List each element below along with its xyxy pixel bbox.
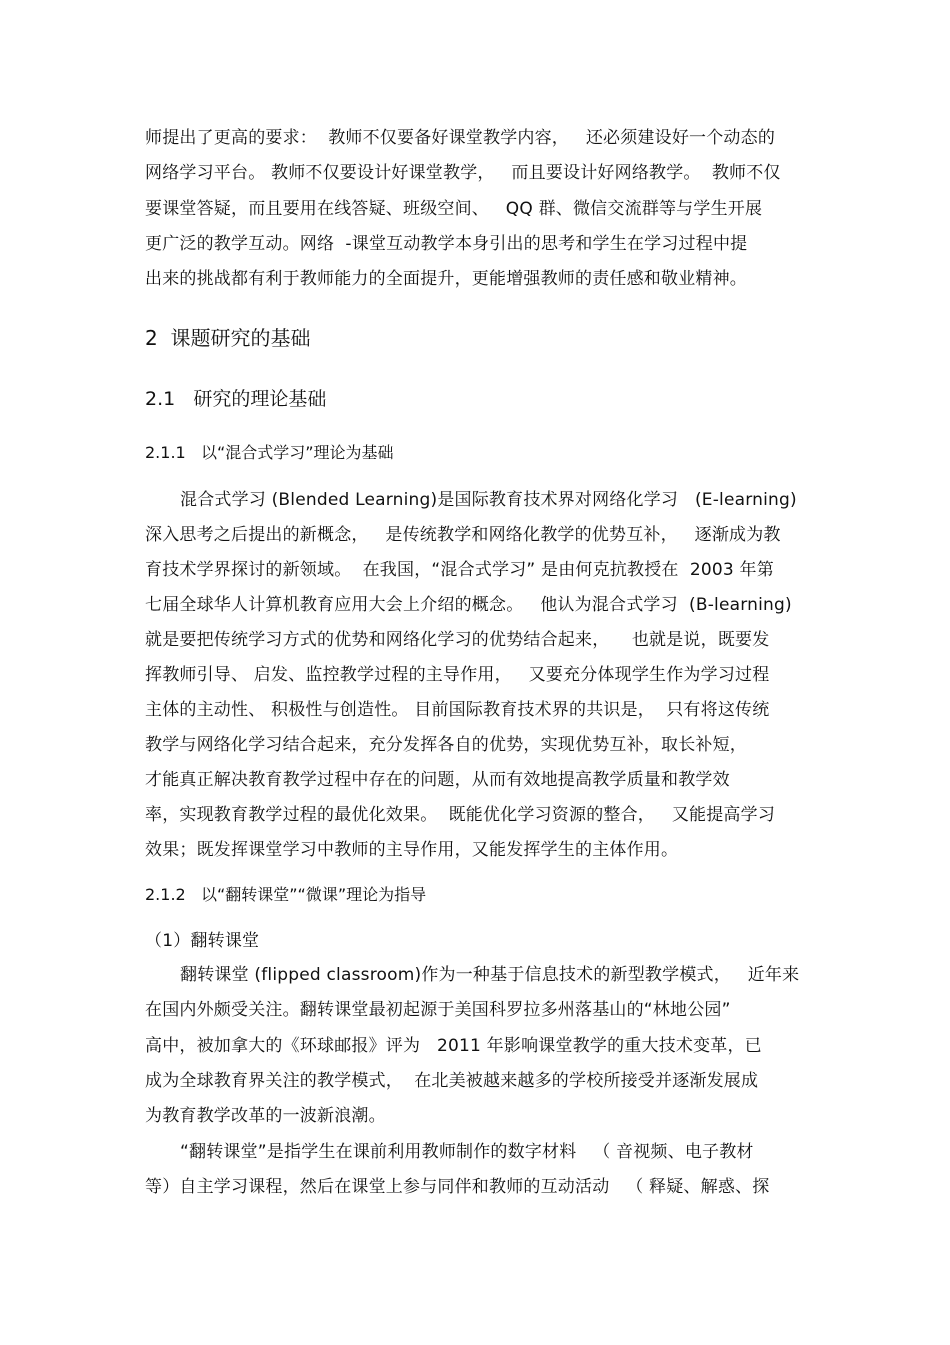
flipped-line-1: 翻转课堂 (flipped classroom)作为一种基于信息技术的新型教学模式， 近年来 <box>180 965 800 985</box>
intro-line-3: 要课堂答疑，而且要用在线答疑、班级空间、 QQ 群、微信交流群等与学生开展 <box>145 199 763 219</box>
blended-line-9: 才能真正解决教育教学过程中存在的问题，从而有效地提高教学质量和教学效 <box>145 770 730 790</box>
intro-line-4: 更广泛的教学互动。网络 -课堂互动教学本身引出的思考和学生在学习过程中提 <box>145 234 748 254</box>
flipped-def-line-1: “翻转课堂”是指学生在课前利用教师制作的数字材料 （ 音视频、电子教材 <box>180 1142 754 1162</box>
flipped-subheading: （1）翻转课堂 <box>145 931 260 951</box>
blended-line-8: 教学与网络化学习结合起来，充分发挥各自的优势，实现优势互补，取长补短， <box>145 735 747 755</box>
blended-line-11: 效果；既发挥课堂学习中教师的主导作用，又能发挥学生的主体作用。 <box>145 840 679 860</box>
intro-line-2: 网络学习平台。 教师不仅要设计好课堂教学， 而且要设计好网络教学。 教师不仅 <box>145 163 781 183</box>
section-2-heading: 2 课题研究的基础 <box>145 326 311 350</box>
blended-line-6: 挥教师引导、 启发、监控教学过程的主导作用， 又要充分体现学生作为学习过程 <box>145 665 770 685</box>
flipped-line-3: 高中，被加拿大的《环球邮报》评为 2011 年影响课堂教学的重大技术变革，已 <box>145 1036 762 1056</box>
flipped-line-5: 为教育教学改革的一波新浪潮。 <box>145 1106 386 1126</box>
blended-line-7: 主体的主动性、 积极性与创造性。 目前国际教育技术界的共识是， 只有将这传统 <box>145 700 770 720</box>
blended-line-5: 就是要把传统学习方式的优势和网络化学习的优势结合起来， 也就是说，既要发 <box>145 630 770 650</box>
intro-line-5: 出来的挑战都有利于教师能力的全面提升，更能增强教师的责任感和敬业精神。 <box>145 269 747 289</box>
blended-line-4: 七届全球华人计算机教育应用大会上介绍的概念。 他认为混合式学习 (B-learning) <box>145 595 792 615</box>
blended-line-10: 率，实现教育教学过程的最优化效果。 既能优化学习资源的整合， 又能提高学习 <box>145 805 776 825</box>
section-2-1-2-heading: 2.1.2 以“翻转课堂”“微课”理论为指导 <box>145 885 427 904</box>
flipped-def-line-2: 等）自主学习课程，然后在课堂上参与同伴和教师的互动活动 （ 释疑、解惑、探 <box>145 1177 770 1197</box>
blended-line-2: 深入思考之后提出的新概念， 是传统教学和网络化教学的优势互补， 逐渐成为教 <box>145 525 781 545</box>
intro-line-1: 师提出了更高的要求： 教师不仅要备好课堂教学内容， 还必须建设好一个动态的 <box>145 128 776 148</box>
flipped-line-2: 在国内外颇受关注。翻转课堂最初起源于美国科罗拉多州落基山的“林地公园” <box>145 1000 731 1020</box>
section-2-1-1-heading: 2.1.1 以“混合式学习”理论为基础 <box>145 443 394 462</box>
section-2-1-heading: 2.1 研究的理论基础 <box>145 388 327 410</box>
flipped-line-4: 成为全球教育界关注的教学模式， 在北美被越来越多的学校所接受并逐渐发展成 <box>145 1071 759 1091</box>
blended-line-1: 混合式学习 (Blended Learning)是国际教育技术界对网络化学习 (E-learning) <box>180 490 797 510</box>
blended-line-3: 育技术学界探讨的新领域。 在我国，“混合式学习” 是由何克抗教授在 2003 年第 <box>145 560 774 580</box>
